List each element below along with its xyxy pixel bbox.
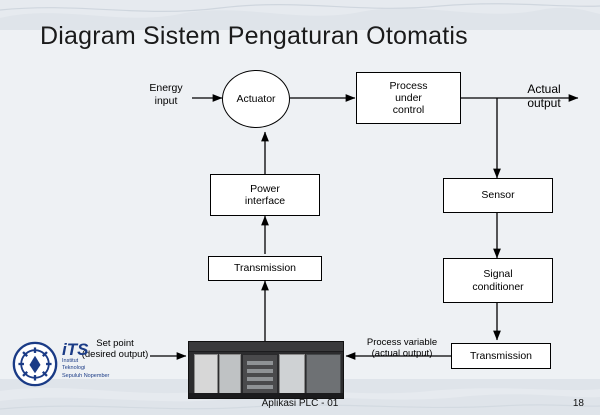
node-sensor-label: Sensor [481, 189, 515, 202]
its-line-3: Sepuluh Nopember [62, 372, 110, 379]
its-emblem-icon [12, 341, 58, 387]
plc-module-2 [219, 354, 241, 398]
node-process-under-control[interactable] [356, 72, 461, 124]
label-actual-output: Actual output [527, 82, 561, 111]
node-transmission-left-label: Transmission [233, 262, 297, 275]
label-set-point: Set point (desired output) [81, 338, 149, 361]
its-logo [8, 337, 128, 399]
node-power-interface[interactable] [210, 174, 320, 216]
plc-module-4 [279, 354, 305, 398]
its-line-2: Teknologi [62, 365, 86, 372]
footer-text: Aplikasi PLC - 01 [261, 398, 339, 409]
node-transmission-right-label: Transmission [469, 349, 533, 362]
node-actuator-label: Actuator [236, 93, 276, 105]
plc-top-strip [189, 342, 343, 352]
node-signal-conditioner-label: Signal conditioner [472, 268, 524, 293]
page-number: 18 [572, 398, 584, 409]
its-line-1: Institut [62, 358, 79, 364]
plc-module-1 [194, 354, 218, 398]
label-process-variable: Process variable (actual output) [366, 337, 438, 360]
plc-module-3 [242, 354, 278, 398]
node-transmission-left[interactable] [208, 256, 322, 281]
plc-module-5 [306, 354, 341, 398]
node-process-label: Process under control [389, 79, 428, 117]
node-actuator[interactable] [222, 70, 290, 128]
plc-controller-image [188, 341, 344, 399]
node-sensor[interactable] [443, 178, 553, 213]
its-acronym: iTS [62, 340, 89, 359]
page-title: Diagram Sistem Pengaturan Otomatis [40, 22, 468, 50]
node-signal-conditioner[interactable] [443, 258, 553, 303]
label-energy-input: Energy input [149, 82, 183, 107]
node-transmission-right[interactable] [451, 343, 551, 369]
its-logo-text [62, 341, 109, 380]
node-power-interface-label: Power interface [244, 182, 286, 207]
